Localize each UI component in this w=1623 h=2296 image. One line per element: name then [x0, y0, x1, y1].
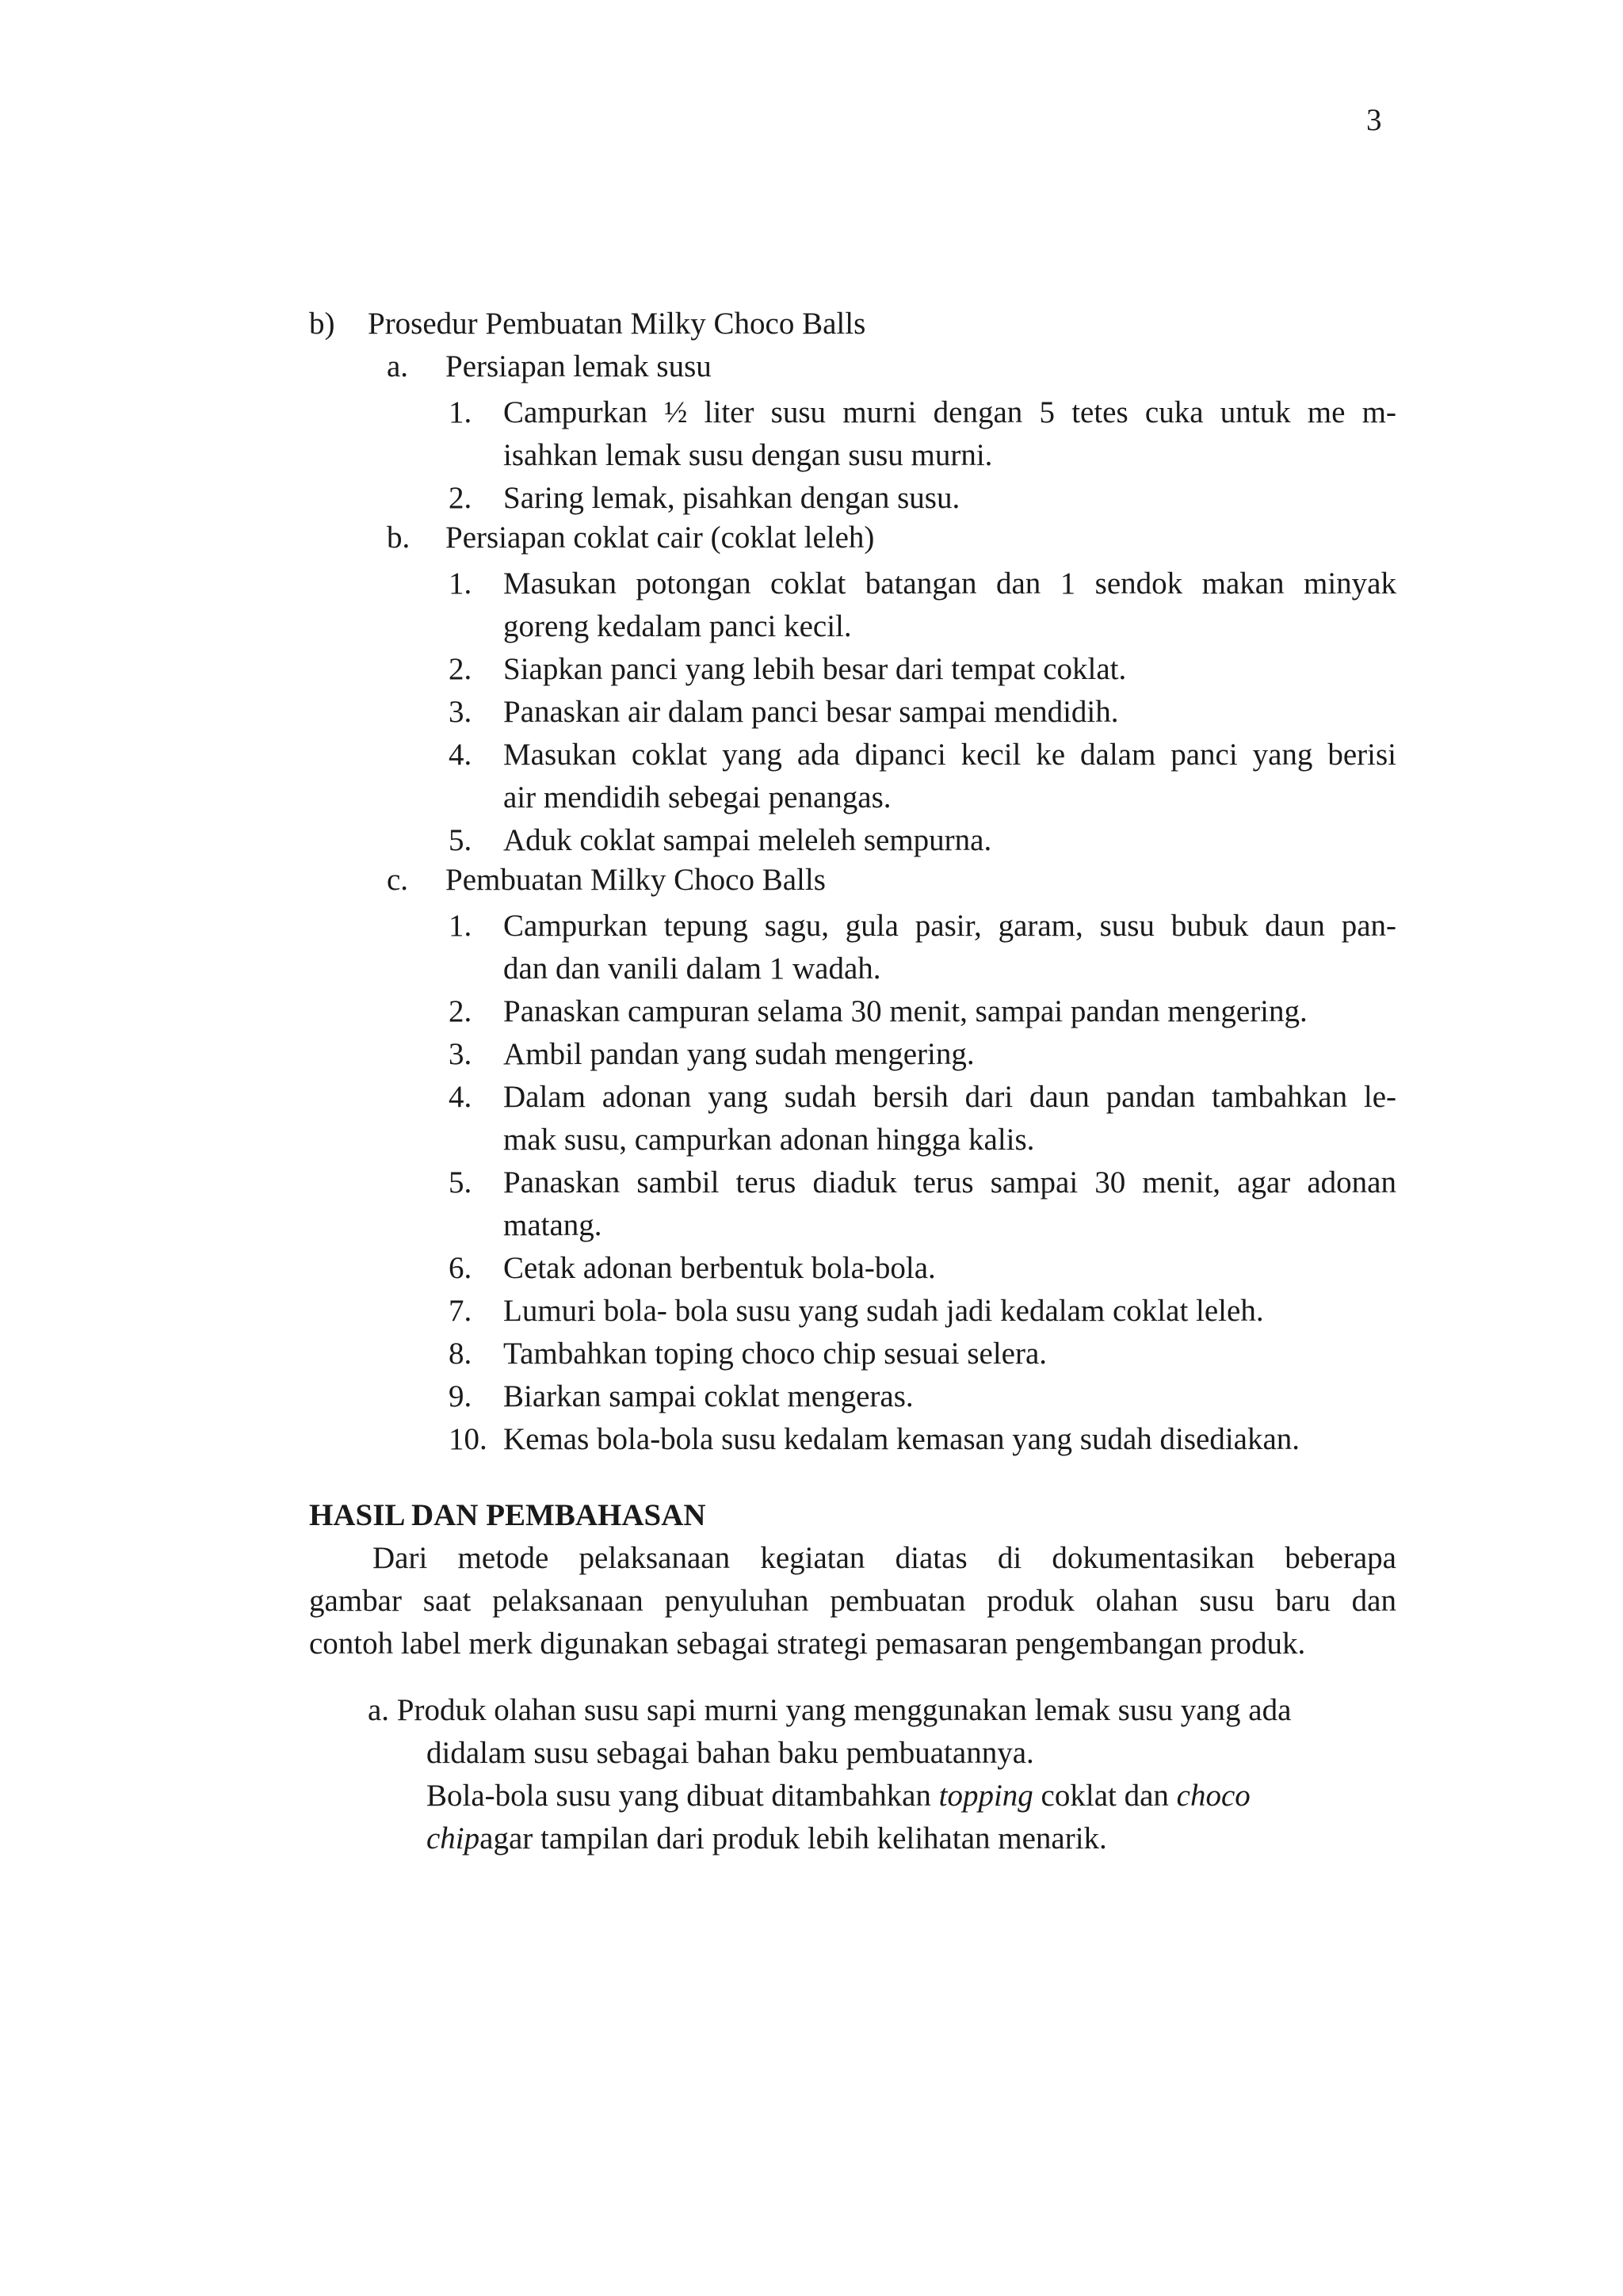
step-text: [503, 734, 1396, 819]
list-item: [309, 905, 1396, 990]
step-number: 1.: [449, 395, 472, 429]
step-number: 6.: [449, 1251, 472, 1285]
result-item-a: [309, 1689, 1396, 1860]
step-line: Cetak adonan berbentuk bola-bola.: [503, 1251, 936, 1285]
subsection-heading: [309, 520, 1396, 563]
result-item-line: didalam susu sebagai bahan baku pembuatannya.: [426, 1736, 1034, 1770]
step-text: [503, 563, 1396, 648]
result-item-line: [426, 1817, 1396, 1860]
step-text: [503, 819, 1396, 862]
step-number: 3.: [449, 695, 472, 729]
list-item: [309, 1161, 1396, 1247]
step-line: Panaskan air dalam panci besar sampai mendidih.: [503, 695, 1119, 729]
step-line: Tambahkan toping choco chip sesuai selera.: [503, 1337, 1048, 1371]
subsection-title: Persiapan coklat cair (coklat leleh): [445, 521, 875, 555]
step-line: Siapkan panci yang lebih besar dari tempat coklat.: [503, 652, 1127, 686]
subsection-title: Pembuatan Milky Choco Balls: [445, 863, 826, 897]
list-item: [309, 1418, 1396, 1461]
result-item-line: a. Produk olahan susu sapi murni yang menggunakan lemak susu yang ada: [368, 1693, 1292, 1727]
step-text: [503, 1161, 1396, 1247]
step-text: [503, 1033, 1396, 1076]
list-item: [309, 648, 1396, 691]
step-text: [503, 391, 1396, 477]
list-item: [309, 819, 1396, 862]
step-line: matang.: [503, 1208, 602, 1242]
step-line: Masukan potongan coklat batangan dan 1 sendok makan minyak: [503, 566, 1396, 601]
step-line: Aduk coklat sampai meleleh sempurna.: [503, 823, 992, 857]
step-line: air mendidih sebegai penangas.: [503, 780, 892, 814]
step-line: Masukan coklat yang ada dipanci kecil ke dalam panci yang berisi: [503, 738, 1396, 772]
text-run: Bola-bola susu yang dibuat ditambahkan: [426, 1779, 939, 1813]
step-line: mak susu, campurkan adonan hingga kalis.: [503, 1123, 1035, 1157]
subsection-heading: [309, 862, 1396, 905]
step-number: 4.: [449, 1080, 472, 1114]
step-line: dan dan vanili dalam 1 wadah.: [503, 952, 881, 986]
step-line: goreng kedalam panci kecil.: [503, 609, 852, 643]
step-line: Kemas bola-bola susu kedalam kemasan yang sudah disediakan.: [503, 1422, 1300, 1456]
step-text: [503, 1333, 1396, 1375]
list-item: [309, 477, 1396, 520]
step-line: Biarkan sampai coklat mengeras.: [503, 1379, 914, 1413]
step-text: [503, 1418, 1396, 1461]
document-body: [309, 306, 1396, 1860]
subsection-marker: b.: [387, 521, 411, 555]
text-run: coklat dan: [1033, 1779, 1177, 1813]
list-item: [309, 691, 1396, 734]
paragraph-line: contoh label merk digunakan sebagai strategi pemasaran pengembangan produk.: [309, 1627, 1306, 1661]
step-text: [503, 1290, 1396, 1333]
list-item: [309, 391, 1396, 477]
list-item: [309, 1247, 1396, 1290]
step-number: 8.: [449, 1337, 472, 1371]
list-item: [309, 1033, 1396, 1076]
procedure-title: Prosedur Pembuatan Milky Choco Balls: [368, 307, 866, 341]
step-number: 1.: [449, 566, 472, 601]
step-number: 10.: [449, 1422, 487, 1456]
step-text: [503, 1076, 1396, 1161]
paragraph-line: Dari metode pelaksanaan kegiatan diatas di dokumentasikan beberapa: [372, 1541, 1396, 1575]
list-item: [309, 1333, 1396, 1375]
procedure-heading: [309, 306, 1396, 349]
procedure-sections: [309, 349, 1396, 1461]
step-line: Campurkan tepung sagu, gula pasir, garam, susu bubuk daun pan-: [503, 909, 1396, 943]
step-number: 5.: [449, 823, 472, 857]
subsection-heading: [309, 349, 1396, 391]
step-text: [503, 691, 1396, 734]
text-run: agar tampilan dari produk lebih kelihatan menarik.: [479, 1821, 1107, 1855]
step-number: 4.: [449, 738, 472, 772]
section-heading-results: HASIL DAN PEMBAHASAN: [309, 1498, 706, 1532]
step-line: Ambil pandan yang sudah mengering.: [503, 1037, 975, 1071]
step-text: [503, 1247, 1396, 1290]
step-number: 1.: [449, 909, 472, 943]
list-item: [309, 1290, 1396, 1333]
step-line: Dalam adonan yang sudah bersih dari daun pandan tambahkan le-: [503, 1080, 1396, 1114]
step-text: [503, 1375, 1396, 1418]
step-number: 2.: [449, 652, 472, 686]
step-line: Panaskan sambil terus diaduk terus sampai 30 menit, agar adonan: [503, 1165, 1396, 1199]
list-item: [309, 563, 1396, 648]
list-item: [309, 734, 1396, 819]
subsection-title: Persiapan lemak susu: [445, 349, 712, 383]
list-item: [309, 990, 1396, 1033]
step-number: 2.: [449, 994, 472, 1028]
italic-term: chip: [426, 1821, 480, 1855]
results-paragraph: [309, 1537, 1396, 1665]
procedure-marker: b): [309, 307, 335, 341]
step-text: [503, 905, 1396, 990]
subsection-marker: a.: [387, 349, 409, 383]
step-text: [503, 990, 1396, 1033]
step-number: 3.: [449, 1037, 472, 1071]
italic-term: topping: [938, 1779, 1033, 1813]
step-number: 9.: [449, 1379, 472, 1413]
list-item: [309, 1375, 1396, 1418]
step-text: [503, 477, 1396, 520]
step-line: Campurkan ½ liter susu murni dengan 5 tetes cuka untuk me m-: [503, 395, 1396, 429]
step-line: isahkan lemak susu dengan susu murni.: [503, 438, 993, 472]
step-number: 7.: [449, 1294, 472, 1328]
step-text: [503, 648, 1396, 691]
step-number: 5.: [449, 1165, 472, 1199]
paragraph-line: gambar saat pelaksanaan penyuluhan pembuatan produk olahan susu baru dan: [309, 1584, 1396, 1618]
page-number: 3: [1366, 103, 1382, 137]
result-item-line: [426, 1775, 1396, 1817]
step-number: 2.: [449, 481, 472, 515]
italic-term: choco: [1176, 1779, 1251, 1813]
step-line: Lumuri bola- bola susu yang sudah jadi kedalam coklat leleh.: [503, 1294, 1264, 1328]
list-item: [309, 1076, 1396, 1161]
subsection-marker: c.: [387, 863, 409, 897]
step-line: Saring lemak, pisahkan dengan susu.: [503, 481, 960, 515]
step-line: Panaskan campuran selama 30 menit, sampai pandan mengering.: [503, 994, 1308, 1028]
